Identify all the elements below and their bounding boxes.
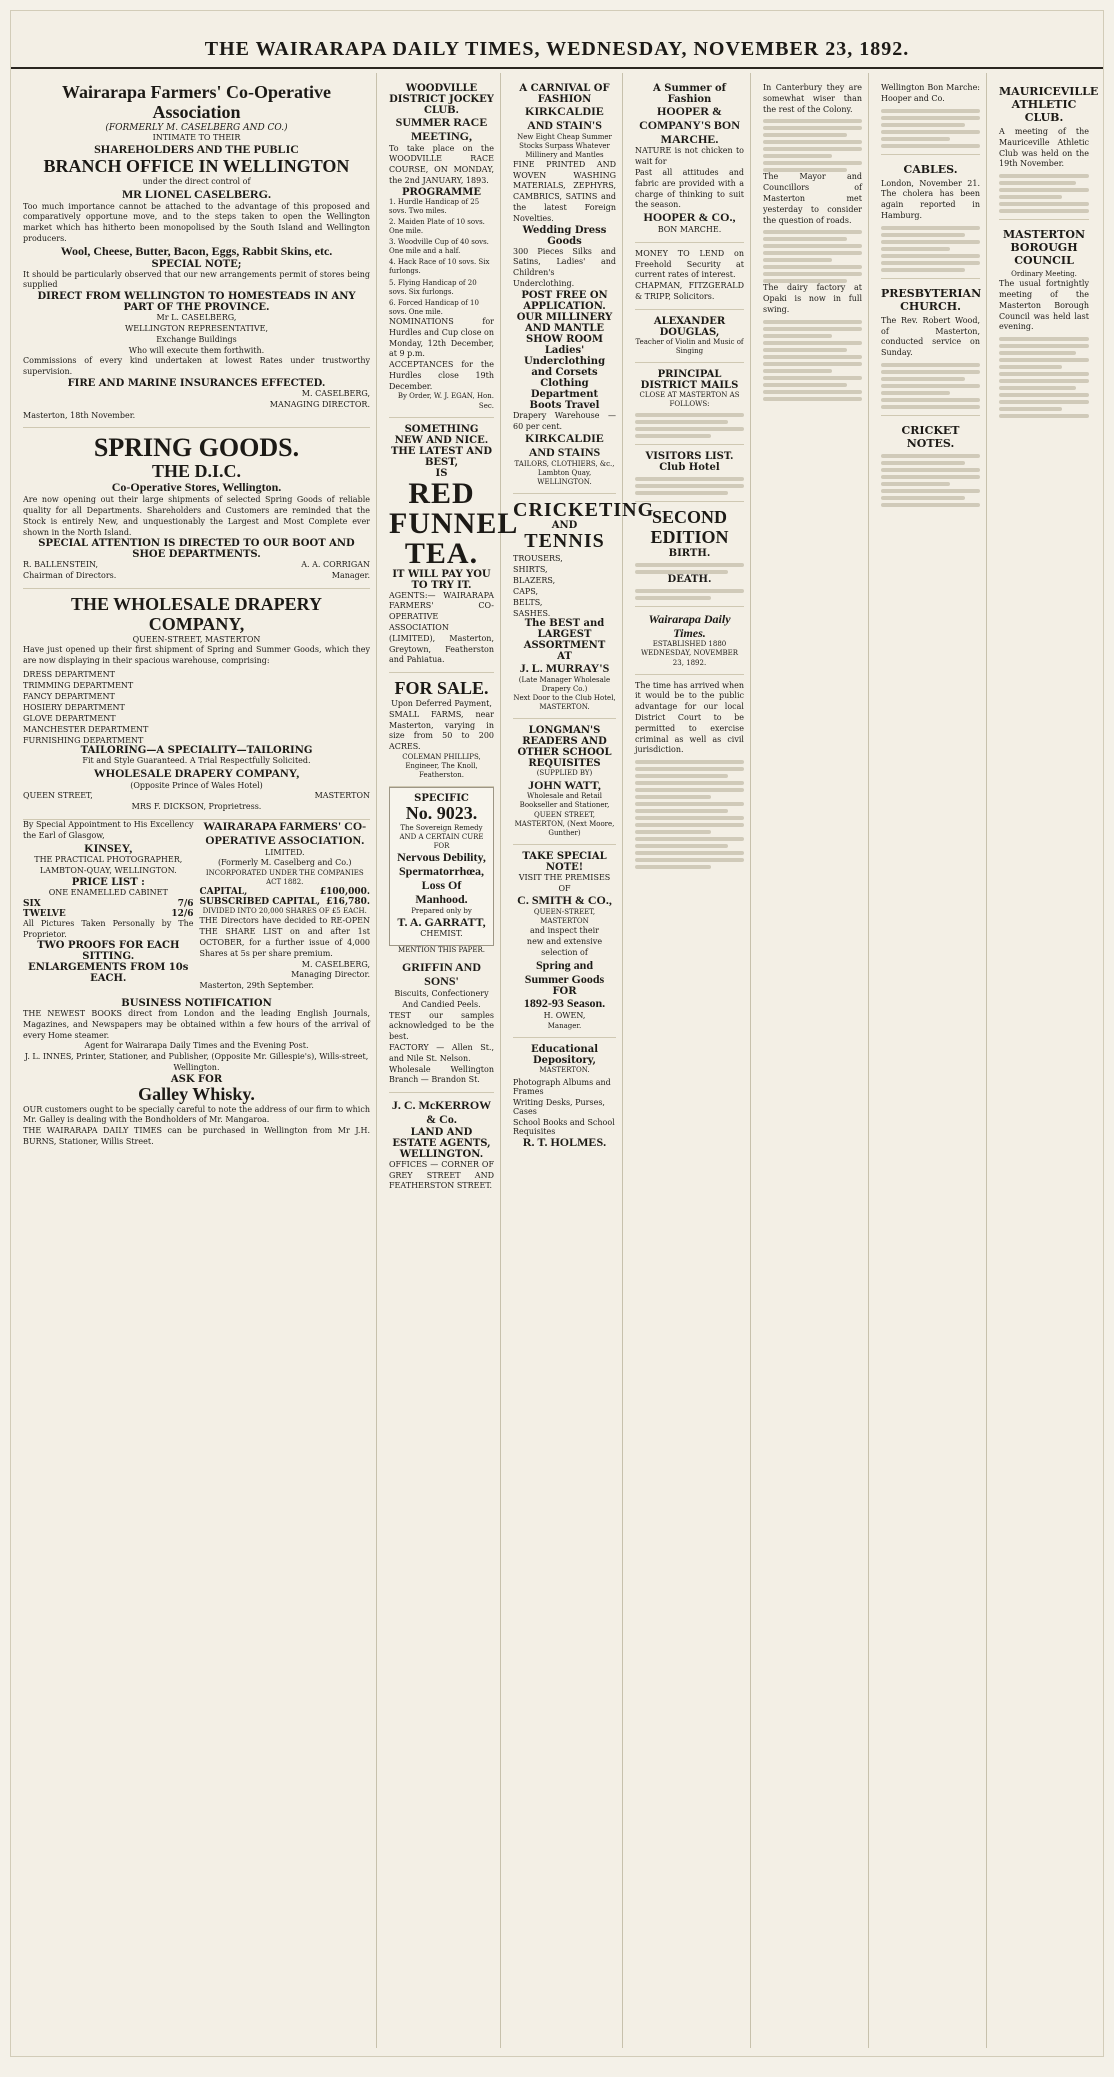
column-1 xyxy=(17,73,377,2048)
spring-summer: Spring and Summer Goods xyxy=(524,957,605,986)
offices: OFFICES — CORNER OF GREY STREET AND FEATHERSTON STREET. xyxy=(389,1159,494,1191)
mini-date: WEDNESDAY, NOVEMBER 23, 1892. xyxy=(640,649,739,667)
mention-paper: MENTION THIS PAPER. xyxy=(398,946,485,955)
money-ad xyxy=(635,243,744,310)
kirk-address: TAILORS, CLOTHIERS, &c., Lambton Quay, WELLINGTON. xyxy=(514,460,615,487)
business-body: THE NEWEST BOOKS direct from London and the leading English Journals, Magazines, and Newspapers may be obtained within a few hours of the arrival of every Home steamer. xyxy=(23,1009,370,1040)
griffin-name: GRIFFIN AND SONS' xyxy=(401,960,481,989)
wholesale-intro: Have just opened up their first shipment of Spring and Summer Goods, which they are now displaying in their spacious warehouse, comprising: xyxy=(23,645,370,666)
woodville-heading: WOODVILLE DISTRICT JOCKEY CLUB. xyxy=(389,83,494,116)
coop-formerly: (Formerly M. Caselberg and Co.) xyxy=(217,858,352,868)
sale-footer: COLEMAN PHILLIPS, Engineer, The Knoll, Featherston. xyxy=(402,753,481,780)
cables-body: London, November 21. The cholera has been again reported in Hamburg. xyxy=(881,178,980,220)
farmers-headline: Wairarapa Farmers' Co-Operative Association xyxy=(62,82,331,122)
all-pictures: All Pictures Taken Personally by The Proprietor. xyxy=(23,918,194,939)
shareholders-public: SHAREHOLDERS AND THE PUBLIC xyxy=(94,142,299,157)
col5-para2: The Mayor and Councillors of Masterton met yesterday to consider the question of roads. xyxy=(763,172,862,225)
specific-sub: The Sovereign Remedy AND A CERTAIN CURE FOR xyxy=(399,824,484,851)
borough-council xyxy=(999,220,1089,424)
col5-para1: In Canterbury they are somewhat wiser than the rest of the Colony. xyxy=(763,83,862,114)
edu-3: School Books and School Requisites xyxy=(513,1118,615,1137)
insurance-line: FIRE AND MARINE INSURANCES EFFECTED. xyxy=(67,377,326,389)
specific-ad xyxy=(389,787,494,946)
griffin-test: TEST our samples acknowledged to be the best. xyxy=(389,1010,494,1042)
kirk-body: FINE PRINTED AND WOVEN WASHING MATERIALS, ZEPHYRS, CAMBRICS, SATINS and the latest Foreign Novelties. xyxy=(513,159,616,223)
it-will-pay: IT WILL PAY YOU TO TRY IT. xyxy=(392,568,491,591)
hooper: HOOPER & COMPANY'S BON MARCHE. xyxy=(639,104,740,146)
specific-no: No. 9023. xyxy=(405,803,478,824)
column-3 xyxy=(507,73,655,2048)
dept-3: FANCY DEPARTMENT xyxy=(23,691,115,701)
griffin-ad xyxy=(389,955,494,1093)
wedding-body: 300 Pieces Silks and Satins, Ladies' and Children's Underclothing. xyxy=(513,246,616,289)
under-control-label: under the direct control of xyxy=(142,176,251,186)
price-heading: PRICE LIST : xyxy=(71,876,145,888)
dept-5: GLOVE DEPARTMENT xyxy=(23,713,116,723)
club-body: A meeting of the Mauriceville Athletic Club was held on the 19th November. xyxy=(999,127,1089,169)
money-body: CHAPMAN, FITZGERALD & TRIPP, Solicitors. xyxy=(635,281,744,301)
chemist-name: T. A. GARRATT, xyxy=(397,914,486,929)
red-funnel: RED FUNNEL TEA. xyxy=(389,476,519,570)
principal-sub: CLOSE AT MASTERTON AS FOLLOWS: xyxy=(639,390,740,409)
hooper-body: Past all attitudes and fabric are provided with a charge of thinking to suit the season. xyxy=(635,167,744,210)
specific-3: Loss Of Manhood. xyxy=(415,877,468,906)
dic-body: Are now opening out their large shipments of selected Spring Goods of reliable quality for all Departments. Shareholders and Customers are reminded that the Stock is entirely New, and unquestionably the Largest and Most Complete ever shown in the North Island. xyxy=(23,495,370,537)
fit-line: Fit and Style Guaranteed. A Trial Respectfully Solicited. xyxy=(82,755,311,765)
kinsey-ad xyxy=(23,820,194,992)
branch-office-heading: BRANCH OFFICE IN WELLINGTON xyxy=(43,156,350,177)
douglas-ad xyxy=(635,310,744,363)
cricketing-ad xyxy=(513,494,655,719)
signoff-role: MANAGING DIRECTOR. xyxy=(269,399,370,409)
latest-best: THE LATEST AND BEST, xyxy=(390,445,492,468)
price-row-six xyxy=(23,899,194,909)
mckerrow-ad xyxy=(389,1093,494,1198)
dic-special: SPECIAL ATTENTION IS DIRECTED TO OUR BOOT AND SHOE DEPARTMENTS. xyxy=(38,538,355,561)
sport-4: CAPS, xyxy=(513,587,539,597)
something-new: SOMETHING NEW AND NICE. xyxy=(394,423,489,446)
coop-shares: DIVIDED INTO 20,000 SHARES OF £5 EACH. xyxy=(202,907,367,916)
coop-ltd: LIMITED. xyxy=(264,847,305,857)
column-5 xyxy=(757,73,869,2048)
price-row-twelve xyxy=(23,909,194,919)
presbyterian-body: The Rev. Robert Wood, of Masterton, conducted service on Sunday. xyxy=(881,315,980,358)
bon-marche-sub: BON MARCHE. xyxy=(657,224,722,234)
murray-addr: Next Door to the Club Hotel, MASTERTON. xyxy=(513,694,616,712)
town2: MASTERTON xyxy=(314,791,370,801)
bon-marche: HOOPER & CO., xyxy=(643,210,736,225)
red-funnel-ad xyxy=(389,418,519,674)
visit: VISIT THE PREMISES OF xyxy=(518,872,611,893)
agent-line: Agent for Wairarapa Daily Times and the Evening Post. xyxy=(84,1041,309,1051)
dept-2: TRIMMING DEPARTMENT xyxy=(23,680,134,690)
meeting-body: To take place on the WOODVILLE RACE COURSE, ON MONDAY, the 2nd JANUARY, 1893. xyxy=(389,143,494,185)
holmes: R. T. HOLMES. xyxy=(522,1135,607,1150)
street2: QUEEN STREET, xyxy=(23,791,93,801)
educational-sub: MASTERTON. xyxy=(539,1066,590,1075)
whisky-label: ASK FOR xyxy=(170,1073,223,1085)
whisky-name: Galley Whisky. xyxy=(138,1083,255,1104)
land-agents: LAND AND ESTATE AGENTS, xyxy=(392,1126,491,1149)
owen-role: Manager. xyxy=(547,1022,582,1030)
visitors xyxy=(635,445,744,502)
summer-heading: A Summer of Fashion xyxy=(653,83,726,105)
farmers-coop-ad xyxy=(200,820,371,992)
our-millinery: OUR MILLINERY AND MANTLE SHOW ROOM xyxy=(516,311,613,345)
editorial xyxy=(635,675,744,876)
subscribed-label: SUBSCRIBED CAPITAL, xyxy=(199,897,320,908)
cables xyxy=(881,155,980,279)
sport-5: BELTS, xyxy=(513,598,543,608)
wellington: WELLINGTON. xyxy=(399,1148,484,1160)
kinsey-name: KINSEY, xyxy=(84,840,133,855)
births-heading: BIRTH. xyxy=(668,547,711,559)
educational: Educational Depository, xyxy=(530,1044,599,1067)
coop-name: WAIRARAPA FARMERS' CO-OPERATIVE ASSOCIATION. xyxy=(203,818,367,847)
dic-right-name: A. A. CORRIGAN xyxy=(301,560,370,570)
farmers-subline: (FORMERLY M. CASELBERG AND CO.) xyxy=(105,122,288,133)
ladies: Ladies' Underclothing and Corsets xyxy=(523,344,606,378)
douglas-role: Teacher of Violin and Music of Singing xyxy=(635,337,744,355)
price-six-qty: SIX xyxy=(23,898,41,909)
mails xyxy=(635,363,744,445)
enlargements-line: ENLARGEMENTS FROM 10s EACH. xyxy=(28,962,189,985)
and: AND xyxy=(551,520,578,532)
dic-left-role: Chairman of Directors. xyxy=(23,571,117,581)
visitors-heading: VISITORS LIST. Club Hotel xyxy=(645,451,734,474)
educational-ad xyxy=(513,1038,616,1156)
wedding: Wedding Dress Goods xyxy=(522,224,607,247)
dic-store: Co-Operative Stores, Wellington. xyxy=(111,480,282,495)
cricket-notes xyxy=(881,416,980,513)
woodville-sign: By Order, W. J. EGAN, Hon. Sec. xyxy=(397,392,494,410)
column-7 xyxy=(993,73,1099,2048)
nominations: NOMINATIONS for Hurdles and Cup close on Monday, 12th December, at 9 p.m. xyxy=(389,316,494,359)
special-note-label: SPECIAL NOTE; xyxy=(151,258,242,270)
sport-1: TROUSERS, xyxy=(513,554,563,564)
hooper-intro: NATURE is not chicken to wait for xyxy=(635,146,744,167)
newspaper-page xyxy=(10,10,1104,2057)
dept-6: MANCHESTER DEPARTMENT xyxy=(23,724,149,734)
special-note-text: It should be particularly observed that our new arrangements permit of stores being supplied xyxy=(23,269,370,290)
sport-2: SHIRTS, xyxy=(513,565,548,575)
tailoring-line: TAILORING—A SPECIALITY—TAILORING xyxy=(80,744,313,756)
col5-text xyxy=(763,77,862,407)
proofs-line: TWO PROOFS FOR EACH SITTING. xyxy=(37,940,180,963)
spring-goods xyxy=(23,428,370,589)
dic-name: THE D.I.C. xyxy=(151,460,241,481)
csmith-addr: QUEEN-STREET, MASTERTON xyxy=(533,908,596,926)
farmers-body: Too much importance cannot be attached to the advantage of this proposed and comparatively opportune move, and to the steps taken to open the Wellington market which has hitherto been monopolised by the South Island and Wellington producers. xyxy=(23,201,370,243)
club-heading: MAURICEVILLE ATHLETIC CLUB. xyxy=(999,85,1099,124)
programme-heading: PROGRAMME xyxy=(402,186,481,198)
prepared-by: Prepared only by xyxy=(411,906,472,915)
mauriceville xyxy=(999,77,1099,220)
principal-heading: PRINCIPAL DISTRICT MAILS xyxy=(640,368,739,391)
capital-value: £100,000. xyxy=(319,887,370,898)
subscribed-value: £16,780. xyxy=(326,897,370,908)
col6-para1: Wellington Bon Marche: Hooper and Co. xyxy=(881,83,980,103)
programme-6: 6. Forced Handicap of 10 sovs. One mile. xyxy=(389,298,479,316)
direct-from-line: DIRECT FROM WELLINGTON TO HOMESTEADS IN ANY PART OF THE PROVINCE. xyxy=(37,291,356,314)
price-twelve-value: 12/6 xyxy=(171,908,194,919)
john-addr: QUEEN STREET, MASTERTON, (Next Moore, Gunther) xyxy=(514,810,615,837)
kinsey-address: LAMBTON-QUAY, WELLINGTON. xyxy=(39,866,177,876)
griffin-wholesale: Wholesale Wellington Branch — Brandon St. xyxy=(389,1064,494,1085)
is-label: IS xyxy=(435,467,448,479)
kirk-sub: New Eight Cheap Summer Stocks Surpass Whatever Millinery and Mantles xyxy=(517,132,612,159)
csmith-ad xyxy=(513,845,616,1038)
capital-label: CAPITAL, xyxy=(199,887,248,898)
price-six-value: 7/6 xyxy=(177,898,194,909)
masthead xyxy=(11,11,1103,69)
coop-signoff-role: Managing Director. xyxy=(291,970,370,980)
acceptances: ACCEPTANCES for the Hurdles close 19th December. xyxy=(389,360,494,391)
wholesale-street: QUEEN-STREET, MASTERTON xyxy=(132,634,261,644)
griffin-items: Biscuits, Confectionery And Candied Peels. xyxy=(394,988,489,1009)
edu-2: Writing Desks, Purses, Cases xyxy=(513,1098,605,1117)
presbyterian xyxy=(881,279,980,416)
griffin-factory: FACTORY — Allen St., and Nile St. Nelson. xyxy=(389,1042,494,1063)
money-heading: MONEY TO LEND on Freehold Security at current rates of interest. xyxy=(635,248,744,280)
programme-5: 5. Flying Handicap of 20 sovs. Six furlongs. xyxy=(389,278,477,296)
cables-heading: CABLES. xyxy=(903,162,958,176)
spring-headline: SPRING GOODS. xyxy=(93,433,300,463)
column-2 xyxy=(383,73,519,2048)
agents: AGENTS:— WAIRARAPA FARMERS' CO-OPERATIVE ASSOCIATION (LIMITED), Masterton, Greytown, Featherston and Pahiatua. xyxy=(389,590,494,665)
longmans-ad xyxy=(513,719,616,844)
summer-meeting: SUMMER RACE MEETING, xyxy=(395,115,488,143)
will-execute: Who will execute them forthwith. xyxy=(128,345,265,355)
john-role: Wholesale and Retail Bookseller and Stationer, xyxy=(519,792,610,810)
coop-date: Masterton, 29th September. xyxy=(199,981,314,991)
sign-address: Mr L. CASELBERG, xyxy=(156,313,237,323)
customers-body: OUR customers ought to be specially careful to note the address of our firm to which Mr. Galley is dealing with the Bondholders of Mr. Mangaroa. xyxy=(23,1104,370,1125)
innes-line: J. L. INNES, Printer, Stationer, and Publisher, (Opposite Mr. Gillespie's), Wills-street, Wellington. xyxy=(24,1052,369,1072)
dept-1: DRESS DEPARTMENT xyxy=(23,669,115,679)
for-label: FOR xyxy=(552,986,577,998)
dept-4: HOSIERY DEPARTMENT xyxy=(23,702,125,712)
sale-body: SMALL FARMS, near Masterton, varying in size from 50 to 200 ACRES. xyxy=(389,709,494,752)
sport-6: SASHES. xyxy=(513,609,551,619)
newspaper-title: THE WAIRARAPA DAILY TIMES, WEDNESDAY, NOVEMBER 23, 1892. xyxy=(204,38,910,60)
col6-top xyxy=(881,77,980,155)
deaths-heading: DEATH. xyxy=(667,573,712,585)
new-choice: new and extensive selection of xyxy=(526,937,603,958)
tennis: TENNIS xyxy=(524,530,605,553)
programme-1: 1. Hurdle Handicap of 25 sovs. Two miles. xyxy=(389,197,480,215)
price-twelve-qty: TWELVE xyxy=(23,908,66,919)
supplied-by: (SUPPLIED BY) xyxy=(536,769,593,778)
dic-left-name: R. BALLENSTEIN, xyxy=(23,560,99,570)
at: AT xyxy=(557,651,572,663)
price-label: ONE ENAMELLED CABINET xyxy=(48,887,168,897)
commission-line: Commissions of every kind undertaken at lowest Rates under trustworthy supervision. xyxy=(23,356,370,377)
editorial-text: The time has arrived when it would be to the public advantage for our local District Court to be permitted to exercise criminal as well as civil jurisdiction. xyxy=(635,680,744,755)
john-watt: JOHN WATT, xyxy=(528,777,601,792)
specific-2: Spermatorrhœa, xyxy=(399,864,484,879)
farmers-notice xyxy=(23,77,370,428)
wholesale-drapery xyxy=(23,589,370,820)
signoff-name: M. CASELBERG, xyxy=(301,388,370,398)
kirk-again: KIRKCALDIE AND STAINS xyxy=(525,431,604,460)
council-body: The usual fortnightly meeting of the Masterton Borough Council was held last evening. xyxy=(999,279,1089,332)
manager-name: MR LIONEL CASELBERG. xyxy=(121,186,272,201)
carnival-ad xyxy=(513,77,616,494)
specific-1: Nervous Debility, xyxy=(397,850,486,865)
wholesale-sub: (Opposite Prince of Wales Hotel) xyxy=(130,780,263,790)
sport-3: BLAZERS, xyxy=(513,576,556,586)
second-edition xyxy=(635,502,744,607)
mini-masthead xyxy=(635,607,744,675)
column-4 xyxy=(629,73,751,2048)
specific-label: SPECIFIC xyxy=(414,793,469,805)
dic-right-role: Manager. xyxy=(331,571,370,581)
proprietress: MRS F. DICKSON, Proprietress. xyxy=(131,802,262,812)
csmith: C. SMITH & CO., xyxy=(517,893,612,908)
times-line: THE WAIRARAPA DAILY TIMES can be purchased in Wellington from Mr J.H. BURNS, Stationer, Willis Street. xyxy=(23,1126,370,1146)
sign-role: WELLINGTON REPRESENTATIVE, xyxy=(125,323,268,333)
coop-incorporated: INCORPORATED UNDER THE COMPANIES ACT 1882. xyxy=(205,869,364,887)
for-sale: FOR SALE. xyxy=(394,678,489,699)
council-sub: Ordinary Meeting. xyxy=(1011,270,1077,279)
programme-3: 3. Woodville Cup of 40 sovs. One mile and a half. xyxy=(389,238,489,256)
dept-7: FURNISHING DEPARTMENT xyxy=(23,735,144,745)
programme-2: 2. Maiden Plate of 10 sovs. One mile. xyxy=(389,217,485,236)
column-6 xyxy=(875,73,987,2048)
kirkcaldie-name: KIRKCALDIE AND STAIN'S xyxy=(525,104,604,132)
kinsey-heading: By Special Appointment to His Excellency the Earl of Glasgow, xyxy=(23,819,194,840)
tailors-note: Drapery Warehouse — 60 per cent. xyxy=(513,410,616,431)
inspect: and inspect their xyxy=(530,926,599,936)
deferred: Upon Deferred Payment, xyxy=(391,699,492,709)
kinsey-sub: THE PRACTICAL PHOTOGRAPHER, xyxy=(34,855,183,865)
chemist-role: CHEMIST. xyxy=(420,929,463,939)
cricket-heading: CRICKET NOTES. xyxy=(901,423,960,450)
business-notification xyxy=(23,992,370,1154)
woodville-ad xyxy=(389,77,494,418)
cricketing: CRICKETING xyxy=(513,499,655,522)
second-edition-heading: SECOND EDITION xyxy=(650,507,729,547)
mini-established: ESTABLISHED 1880 xyxy=(652,640,727,649)
douglas-name: ALEXANDER DOUGLAS, xyxy=(653,315,726,338)
wholesale-headline: THE WHOLESALE DRAPERY COMPANY, xyxy=(70,594,323,634)
boots: Boots Travel xyxy=(529,399,600,411)
edu-1: Photograph Albums and Frames xyxy=(513,1078,611,1097)
carnival-heading: A CARNIVAL OF FASHION xyxy=(519,83,610,105)
mini-title: Wairarapa Daily Times. xyxy=(648,611,731,640)
special-note: TAKE SPECIAL NOTE! xyxy=(522,850,607,873)
longmans: LONGMAN'S READERS AND OTHER SCHOOL REQUISITES xyxy=(517,725,612,770)
commodities-line: Wool, Cheese, Butter, Bacon, Eggs, Rabbit Skins, etc. xyxy=(60,243,333,258)
owen: H. OWEN, xyxy=(543,1011,586,1021)
murray: J. L. MURRAY'S xyxy=(519,661,610,676)
best-assortment: The BEST and LARGEST ASSORTMENT xyxy=(523,618,606,652)
hooper-ad xyxy=(635,77,744,243)
mckerrow-name: J. C. McKERROW & Co. xyxy=(391,1098,492,1126)
post-free: POST FREE ON APPLICATION. xyxy=(521,289,608,312)
murray-sub: (Late Manager Wholesale Drapery Co.) xyxy=(518,676,611,694)
clothing: Clothing Department xyxy=(530,377,599,400)
business-heading: BUSINESS NOTIFICATION xyxy=(121,998,272,1010)
presbyterian-heading: PRESBYTERIAN CHURCH. xyxy=(881,286,982,313)
for-sale-ad xyxy=(389,673,494,787)
season: 1892-93 Season. xyxy=(523,996,606,1011)
date-line: Masterton, 18th November. xyxy=(23,410,136,420)
intimate-label: INTIMATE TO THEIR xyxy=(152,132,241,142)
council-heading: MASTERTON BOROUGH COUNCIL xyxy=(1003,228,1085,268)
coop-signoff-name: M. CASELBERG, xyxy=(301,959,370,969)
sign-tail: Exchange Buildings xyxy=(156,334,237,344)
programme-4: 4. Hack Race of 10 sovs. Six furlongs. xyxy=(389,258,490,276)
wholesale-repeat: WHOLESALE DRAPERY COMPANY, xyxy=(93,765,300,780)
col5-para3: The dairy factory at Opaki is now in full swing. xyxy=(763,283,862,314)
coop-notice: THE Directors have decided to RE-OPEN THE SHARE LIST on and after 1st OCTOBER, for a further issue of 4,000 Shares at 5s per share premium. xyxy=(199,916,370,958)
